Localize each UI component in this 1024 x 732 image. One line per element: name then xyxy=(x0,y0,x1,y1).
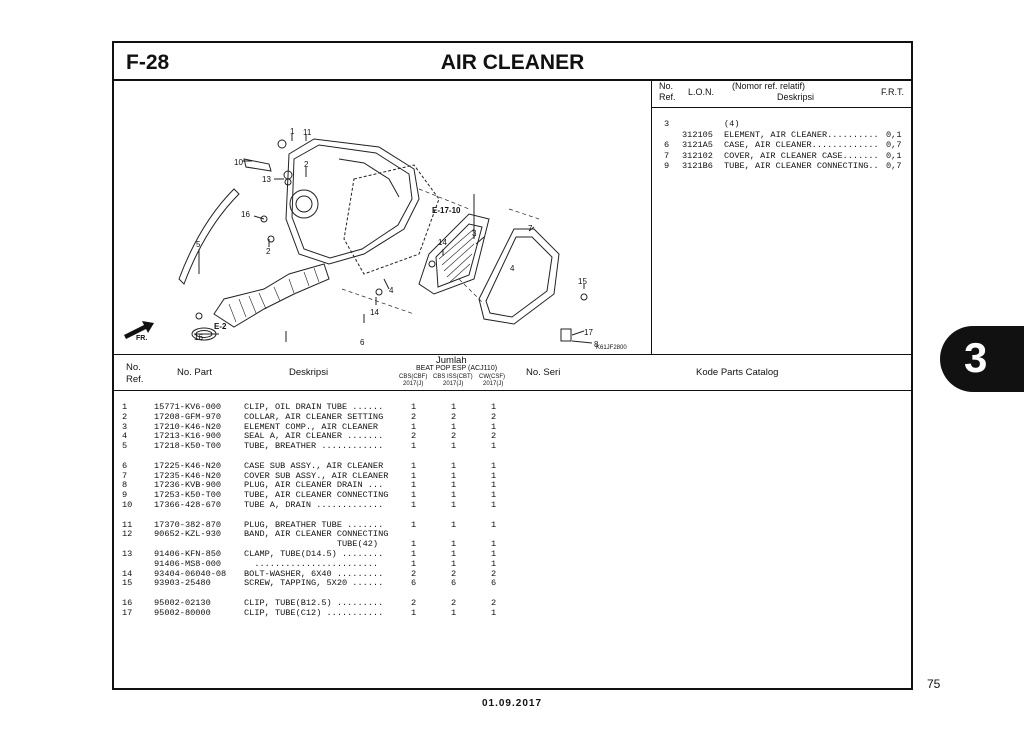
col-qty-label: Jumlah xyxy=(436,355,467,366)
callout-7: 7 xyxy=(528,224,533,233)
qty-cw-cell: 1 xyxy=(491,607,497,618)
qty-iss-cell: 2 xyxy=(451,598,457,608)
description-cell: COVER SUB ASSY., AIR CLEANER xyxy=(244,470,389,481)
description-cell: CASE SUB ASSY., AIR CLEANER xyxy=(244,460,384,471)
ref-no-label: No. xyxy=(659,81,674,91)
ref-cell: 5 xyxy=(122,441,128,452)
qty-cbs-cell: 6 xyxy=(411,578,417,589)
ref-row-ref: 6 xyxy=(664,140,670,150)
qty-iss-cell: 2 xyxy=(451,411,457,422)
qty-cbs-cell: 1 xyxy=(411,490,417,501)
callout-4a: 4 xyxy=(510,264,515,273)
qty-iss-cell: 1 xyxy=(451,519,457,530)
qty-cw-cell: 1 xyxy=(491,460,497,471)
ref-table-body xyxy=(652,107,911,355)
ref-row-desc: TUBE, AIR CLEANER CONNECTING.. xyxy=(724,161,879,171)
callout-6: 6 xyxy=(360,338,365,347)
ref-cell: 17 xyxy=(122,607,133,618)
qty-cw-cell: 1 xyxy=(491,470,497,481)
ref-lon-label: L.O.N. xyxy=(688,87,715,97)
part-number-cell: 17218-K50-T00 xyxy=(154,441,222,452)
callout-15: 15 xyxy=(578,277,587,286)
print-date: 01.09.2017 xyxy=(481,698,543,709)
callout-e2: E-2 xyxy=(214,322,227,331)
col-catalog-label: Kode Parts Catalog xyxy=(696,367,779,378)
qty-iss-cell: 1 xyxy=(451,470,457,481)
qty-iss-cell: 1 xyxy=(451,402,457,412)
description-cell: TUBE, BREATHER ............ xyxy=(244,441,384,452)
page-frame xyxy=(112,41,913,690)
ref-cell: 11 xyxy=(122,519,133,530)
qty-cbs-cell: 1 xyxy=(411,441,417,452)
ref-row-ref: 9 xyxy=(664,161,670,171)
qty-iss-cell: 2 xyxy=(451,431,457,442)
part-number-cell: 95002-80000 xyxy=(154,607,211,618)
part-number-cell: 17213-K16-900 xyxy=(154,431,222,442)
ref-row-lon: 3121B6 xyxy=(682,161,713,171)
description-cell: PLUG, AIR CLEANER DRAIN ... xyxy=(244,480,384,491)
part-number-cell: 91406-KFN-850 xyxy=(154,549,222,559)
qty-cbs-cell: 2 xyxy=(411,568,417,579)
qty-cw-cell: 2 xyxy=(491,568,497,579)
col-models-label: BEAT POP ESP (ACJ110) xyxy=(416,365,498,372)
air-cleaner-drawing xyxy=(114,79,651,355)
qty-iss-cell: 1 xyxy=(451,539,457,550)
part-number-cell: 93903-25480 xyxy=(154,578,211,589)
qty-cw-cell: 1 xyxy=(491,421,497,432)
col3-label: CW(CSF) xyxy=(479,374,505,380)
qty-cw-cell: 1 xyxy=(491,558,497,569)
callout-8: 8 xyxy=(594,340,599,349)
col-part-label: No. Part xyxy=(177,367,212,378)
col-no-label: No. xyxy=(126,362,141,373)
qty-cbs-cell: 1 xyxy=(411,480,417,491)
qty-cbs-cell: 2 xyxy=(411,411,417,422)
callout-4b: 4 xyxy=(389,286,394,295)
qty-cbs-cell: 2 xyxy=(411,431,417,442)
callout-14b: 14 xyxy=(370,308,379,317)
qty-cw-cell: 2 xyxy=(491,598,497,608)
description-cell: BAND, AIR CLEANER CONNECTING xyxy=(244,529,389,540)
description-cell: BOLT-WASHER, 6X40 ......... xyxy=(244,568,384,579)
qty-cbs-cell: 1 xyxy=(411,402,417,412)
ref-desc-label: Deskripsi xyxy=(777,92,815,102)
col2-year: 2017(J) xyxy=(443,381,464,387)
callout-2a: 2 xyxy=(304,160,309,169)
qty-iss-cell: 6 xyxy=(451,578,457,589)
qty-cbs-cell: 1 xyxy=(411,539,417,550)
ref-cell: 4 xyxy=(122,431,128,442)
description-cell: CLIP, TUBE(C12) ........... xyxy=(244,607,384,618)
ref-cell: 7 xyxy=(122,470,128,481)
page-title: AIR CLEANER xyxy=(440,51,585,74)
ref-cell: 15 xyxy=(122,578,133,589)
description-cell: COLLAR, AIR CLEANER SETTING xyxy=(244,411,384,422)
description-cell: SCREW, TAPPING, 5X20 ...... xyxy=(244,578,384,589)
ref-row-frt: 0,1 xyxy=(886,129,902,140)
ref-row-desc: CASE, AIR CLEANER............. xyxy=(724,140,879,150)
ref-cell: 1 xyxy=(122,402,128,412)
part-number-cell: 17370-382-870 xyxy=(154,519,222,530)
ref-note-label: (Nomor ref. relatif) xyxy=(732,81,806,91)
figure-id: K61JF2800 xyxy=(596,345,627,351)
part-number-cell: 93404-06040-08 xyxy=(154,568,227,579)
ref-cell: 16 xyxy=(122,598,133,608)
qty-cw-cell: 1 xyxy=(491,500,497,510)
qty-iss-cell: 1 xyxy=(451,500,457,510)
qty-iss-cell: 1 xyxy=(451,607,457,618)
part-number-cell: 17253-K50-T00 xyxy=(154,490,222,501)
col-serial-label: No. Seri xyxy=(526,367,561,378)
qty-iss-cell: 1 xyxy=(451,441,457,452)
part-number-cell: 17208-GFM-970 xyxy=(154,411,222,422)
description-cell: SEAL A, AIR CLEANER ....... xyxy=(244,431,384,442)
part-number-cell: 15771-KV6-000 xyxy=(154,402,222,412)
ref-ref-label: Ref. xyxy=(659,92,676,102)
ref-row-frt: 0,7 xyxy=(886,140,902,150)
description-cell: TUBE, AIR CLEANER CONNECTING xyxy=(244,490,389,501)
qty-cw-cell: 1 xyxy=(491,549,497,559)
description-cell: CLAMP, TUBE(D14.5) ........ xyxy=(244,549,384,559)
col3-year: 2017(J) xyxy=(483,381,504,387)
ref-cell: 3 xyxy=(122,421,128,432)
part-number-cell: 17235-K46-N20 xyxy=(154,470,222,481)
col1-year: 2017(J) xyxy=(403,381,424,387)
callout-1: 1 xyxy=(290,127,295,136)
description-cell: PLUG, BREATHER TUBE ....... xyxy=(244,519,384,530)
part-number-cell: 17366-428-670 xyxy=(154,500,222,510)
qty-cbs-cell: 1 xyxy=(411,470,417,481)
ref-row-lon: 3121A5 xyxy=(682,140,713,150)
callout-13: 13 xyxy=(262,175,271,184)
part-number-cell: 91406-MS8-000 xyxy=(154,558,222,569)
qty-cbs-cell: 1 xyxy=(411,421,417,432)
callout-11: 11 xyxy=(303,128,312,137)
part-number-cell: 17225-K46-N20 xyxy=(154,460,222,471)
ref-cell: 2 xyxy=(122,411,128,422)
ref-row-lon: 312102 xyxy=(682,150,713,161)
part-number-cell: 17210-K46-N20 xyxy=(154,421,222,432)
qty-iss-cell: 1 xyxy=(451,480,457,491)
exploded-diagram xyxy=(114,79,652,355)
page-number: 75 xyxy=(927,677,941,691)
ref-frt-label: F.R.T. xyxy=(881,87,905,97)
qty-cbs-cell: 1 xyxy=(411,500,417,510)
callout-16b: 16 xyxy=(194,333,203,342)
part-number-cell: 90652-KZL-930 xyxy=(154,529,222,540)
ref-row-frt: 0,1 xyxy=(886,150,902,161)
ref-row-frt: 0,7 xyxy=(886,161,902,171)
parts-table-body xyxy=(114,390,911,688)
callout-5: 5 xyxy=(196,240,201,249)
ref-cell: 9 xyxy=(122,490,128,501)
qty-iss-cell: 1 xyxy=(451,549,457,559)
qty-iss-cell: 1 xyxy=(451,490,457,501)
ref-row-ref: 7 xyxy=(664,150,670,161)
parts-table-header xyxy=(114,355,911,391)
qty-iss-cell: 1 xyxy=(451,421,457,432)
col-desc-label: Deskripsi xyxy=(289,367,329,378)
ref-cell: 12 xyxy=(122,529,133,540)
qty-cbs-cell: 1 xyxy=(411,460,417,471)
qty-iss-cell: 1 xyxy=(451,460,457,471)
qty-cw-cell: 1 xyxy=(491,441,497,452)
callout-17: 17 xyxy=(584,328,593,337)
qty-cw-cell: 1 xyxy=(491,480,497,491)
description-cell: CLIP, TUBE(B12.5) ......... xyxy=(244,598,384,608)
callout-3: 3 xyxy=(472,229,477,238)
header-bar xyxy=(114,43,911,81)
callout-14a: 14 xyxy=(438,238,447,247)
callout-10: 10 xyxy=(234,158,243,167)
col2-label: CBS ISS(CBT) xyxy=(433,374,473,380)
qty-cbs-cell: 1 xyxy=(411,549,417,559)
callout-16a: 16 xyxy=(241,210,250,219)
callout-e17-10: E-17-10 xyxy=(432,206,461,215)
part-number-cell: 95002-02130 xyxy=(154,598,211,608)
qty-cw-cell: 2 xyxy=(491,411,497,422)
front-label: FR. xyxy=(136,335,148,342)
qty-cw-cell: 6 xyxy=(491,578,497,589)
ref-table-header xyxy=(652,79,911,108)
col-ref-label: Ref. xyxy=(126,374,144,385)
section-code: F-28 xyxy=(126,51,170,74)
ref-row-lon: 312105 xyxy=(682,129,713,140)
ref-row-desc: COVER, AIR CLEANER CASE....... xyxy=(724,150,879,161)
qty-cw-cell: 1 xyxy=(491,519,497,530)
ref-cell: 14 xyxy=(122,568,133,579)
ref-row-desc: (4) xyxy=(724,119,740,129)
description-cell: TUBE A, DRAIN ............. xyxy=(244,500,384,510)
description-cell: ELEMENT COMP., AIR CLEANER xyxy=(244,421,379,432)
ref-row-desc: ELEMENT, AIR CLEANER.......... xyxy=(724,129,879,140)
description-cell: CLIP, OIL DRAIN TUBE ...... xyxy=(244,402,384,412)
qty-cw-cell: 2 xyxy=(491,431,497,442)
description-cell: ........................ xyxy=(244,558,379,569)
col1-label: CBS(CBF) xyxy=(399,374,428,380)
ref-row-ref: 3 xyxy=(664,119,670,129)
ref-cell: 6 xyxy=(122,460,128,471)
qty-cbs-cell: 1 xyxy=(411,519,417,530)
callout-2b: 2 xyxy=(266,247,271,256)
qty-iss-cell: 2 xyxy=(451,568,457,579)
qty-cw-cell: 1 xyxy=(491,490,497,501)
section-tab xyxy=(940,326,1024,392)
qty-cbs-cell: 1 xyxy=(411,607,417,618)
ref-cell: 10 xyxy=(122,500,133,510)
qty-cbs-cell: 2 xyxy=(411,598,417,608)
qty-cbs-cell: 1 xyxy=(411,558,417,569)
qty-iss-cell: 1 xyxy=(451,558,457,569)
qty-cw-cell: 1 xyxy=(491,539,497,550)
section-tab-number: 3 xyxy=(964,334,988,381)
part-number-cell: 17236-KVB-900 xyxy=(154,480,222,491)
description-cell: TUBE(42) xyxy=(244,539,379,550)
qty-cw-cell: 1 xyxy=(491,402,497,412)
ref-cell: 8 xyxy=(122,480,128,491)
ref-cell: 13 xyxy=(122,549,133,559)
